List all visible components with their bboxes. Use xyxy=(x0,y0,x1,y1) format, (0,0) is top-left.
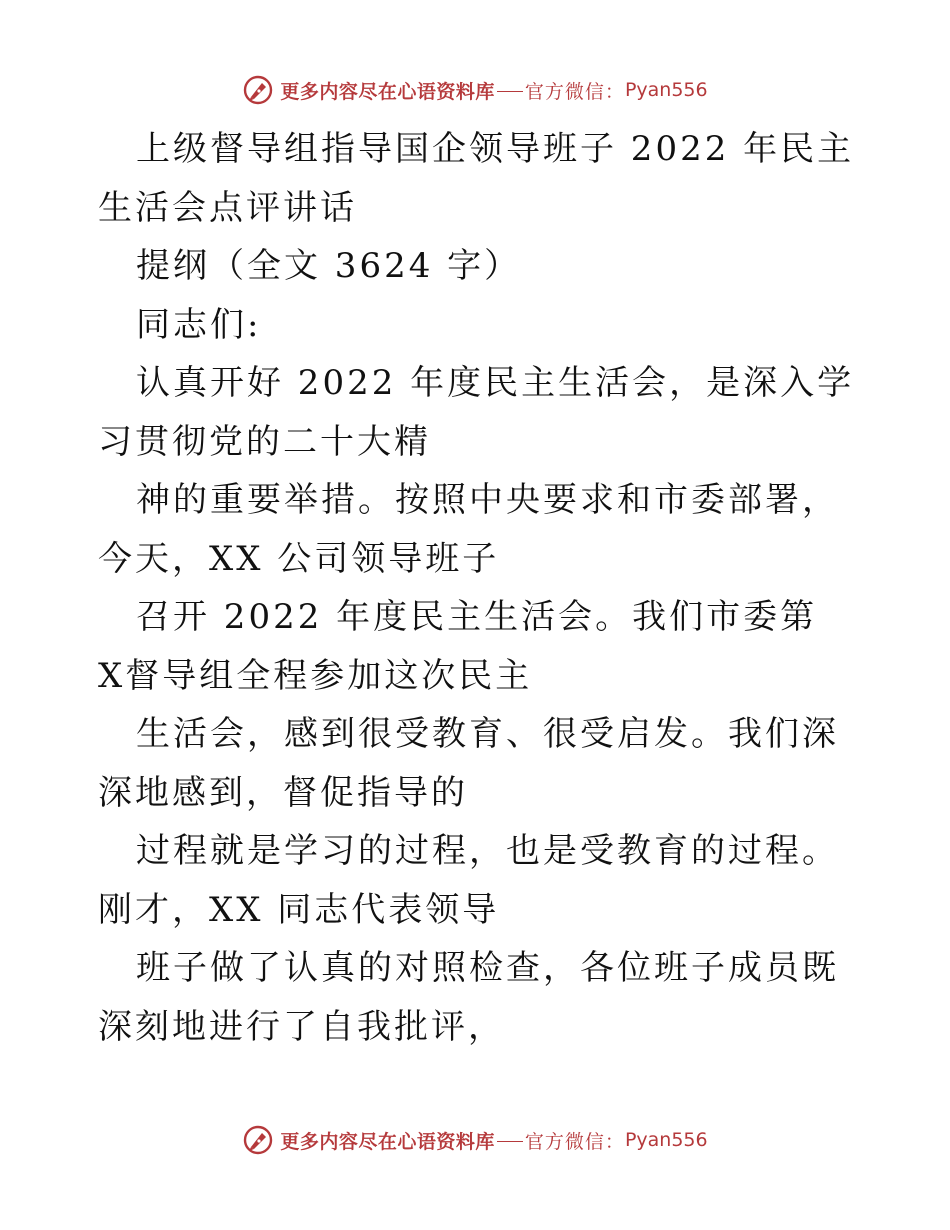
body-paragraph: 召开 2022 年度民主生活会。我们市委第 X督导组全程参加这次民主 xyxy=(98,597,818,696)
banner-wechat-id: Pyan556 xyxy=(624,79,708,101)
banner-dash-divider xyxy=(497,91,523,92)
footer-watermark-banner xyxy=(0,1120,950,1160)
body-paragraph: 神的重要举措。按照中央要求和市委部署，今天，XX 公司领导班子 xyxy=(98,480,839,579)
header-watermark-banner xyxy=(0,70,950,110)
banner-brand-name: 更多内容尽在心语资料库 xyxy=(280,80,495,103)
body-paragraph: 班子做了认真的对照检查，各位班子成员既深刻地进行了自我批评， xyxy=(98,948,839,1047)
body-paragraph: 认真开好 2022 年度民主生活会，是深入学习贯彻党的二十大精 xyxy=(98,363,855,462)
banner-wechat-label: 官方微信： xyxy=(524,80,625,103)
document-body xyxy=(98,120,858,1056)
pen-nib-logo-icon xyxy=(242,74,274,106)
body-paragraph: 过程就是学习的过程，也是受教育的过程。刚才，XX 同志代表领导 xyxy=(98,831,839,930)
banner-dash-divider xyxy=(497,1141,523,1142)
pen-nib-logo-icon xyxy=(242,1124,274,1156)
body-paragraph: 生活会，感到很受教育、很受启发。我们深深地感到，督促指导的 xyxy=(98,714,839,813)
banner-wechat-id: Pyan556 xyxy=(624,1129,708,1151)
banner-wechat-label: 官方微信： xyxy=(524,1130,625,1153)
salutation: 同志们: xyxy=(136,304,262,345)
banner-brand-name: 更多内容尽在心语资料库 xyxy=(280,1130,495,1153)
document-title: 上级督导组指导国企领导班子 2022 年民主生活会点评讲话 xyxy=(98,129,855,228)
document-subtitle: 提纲（全文 3624 字） xyxy=(136,246,522,286)
